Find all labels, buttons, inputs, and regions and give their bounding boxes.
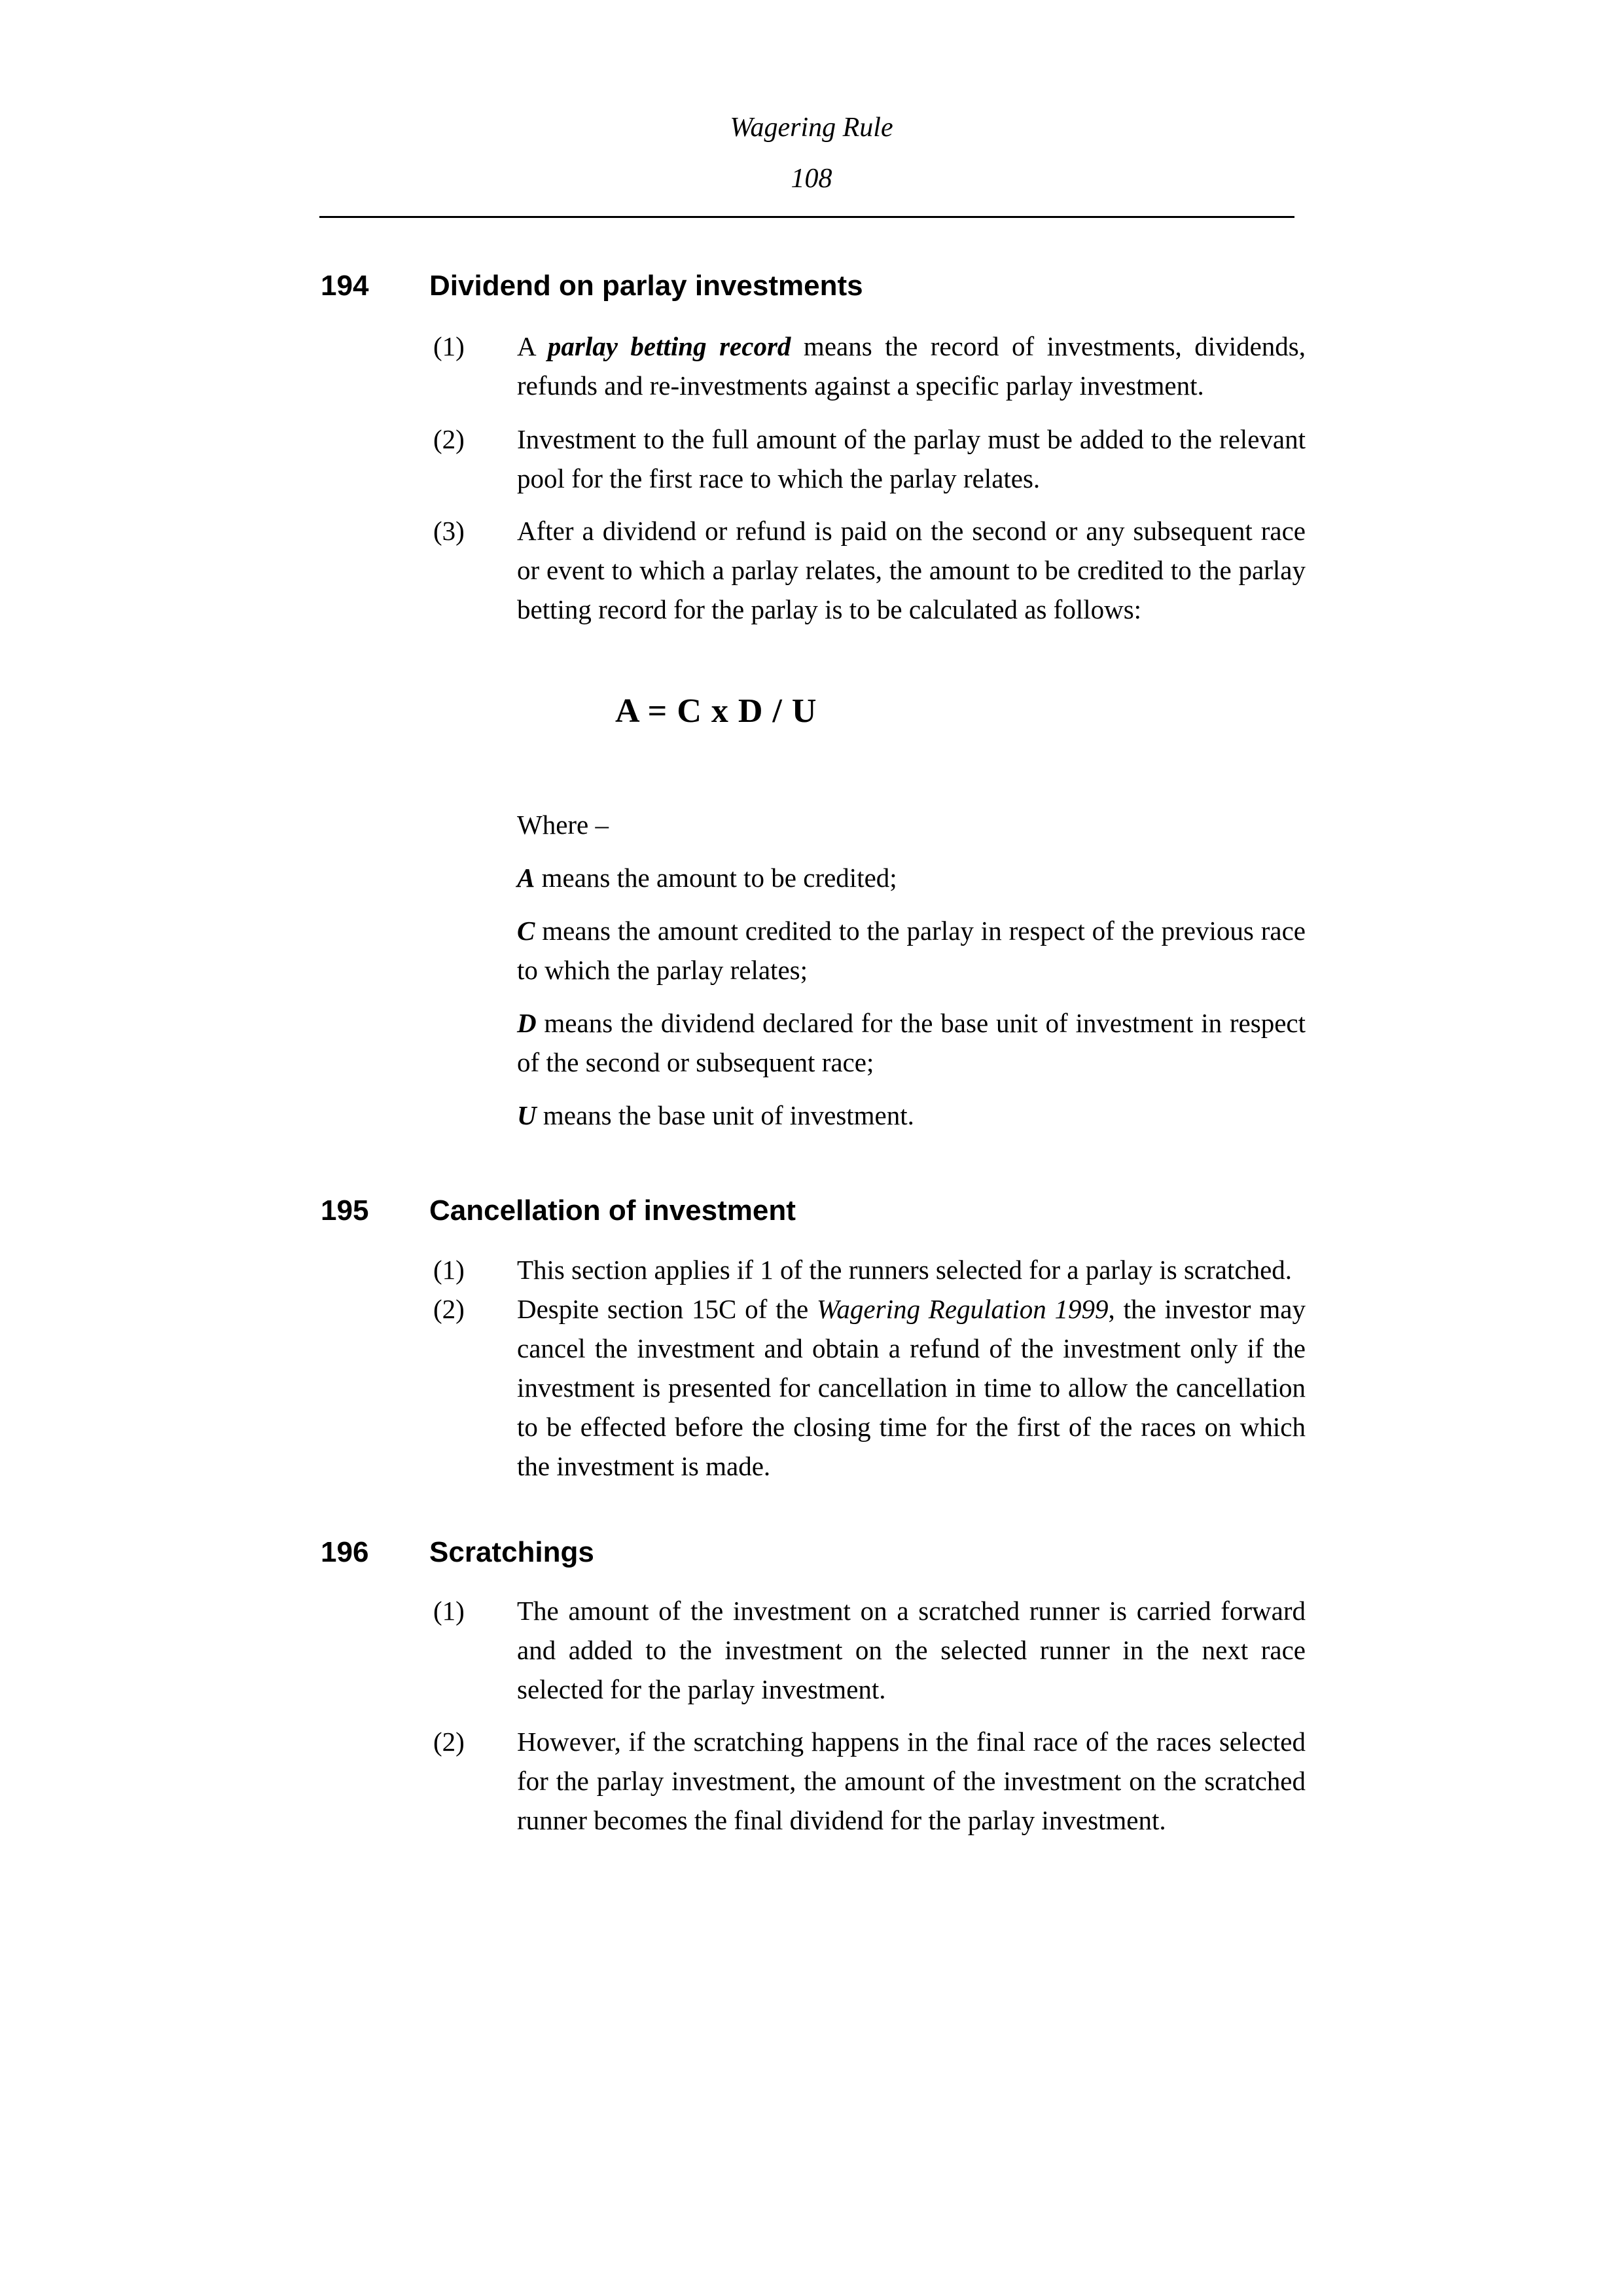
section-196-heading <box>321 1535 1623 1570</box>
paragraph-number: (2) <box>433 424 465 454</box>
paragraph-number: (2) <box>433 1727 465 1757</box>
section-195 <box>0 1194 1623 1486</box>
variable-symbol: C <box>517 916 535 946</box>
text-segment: means the record of investments, dividends, refunds and re-investments against a specific parlay investment. <box>517 331 1306 401</box>
paragraph-number: (1) <box>433 1255 465 1285</box>
paragraph-195-1 <box>433 1250 1623 1289</box>
formula: A = C x D / U <box>615 692 817 730</box>
paragraph-text: The amount of the investment on a scratched runner is carried forward and added to the investment on the selected runner in the next race selected for the parlay investment. <box>517 1596 1306 1704</box>
page-number: 108 <box>791 164 832 194</box>
defined-term: parlay betting record <box>547 331 791 361</box>
definition-text: means the amount credited to the parlay in respect of the previous race to which the parlay relates; <box>517 916 1306 985</box>
section-number: 196 <box>321 1536 369 1568</box>
paragraph-number: (3) <box>433 516 465 546</box>
section-194-heading <box>321 269 1623 303</box>
section-195-heading <box>321 1194 1623 1228</box>
text-segment: A <box>517 331 548 361</box>
paragraph-195-2 <box>433 1289 1623 1486</box>
definition-text: means the amount to be credited; <box>535 863 897 893</box>
header-divider <box>319 216 1294 218</box>
definition-d <box>517 1003 1306 1082</box>
section-number: 195 <box>321 1194 369 1227</box>
paragraph-number: (1) <box>433 331 465 361</box>
text-segment: , the investor may cancel the investment and obtain a refund of the investment only if the investment is presented for cancellation in time to allow the cancellation to be effected before the closing time for the first of the races on which the investment is made. <box>517 1294 1306 1481</box>
paragraph-text: After a dividend or refund is paid on the second or any subsequent race or event to which a parlay relates, the amount to be credited to the parlay betting record for the parlay is to be calculated as follows: <box>517 516 1306 624</box>
section-196 <box>0 1535 1623 1840</box>
paragraph-text: However, if the scratching happens in the final race of the races selected for the parlay investment, the amount of the investment on the scratched runner becomes the final dividend for the parlay investment. <box>517 1727 1306 1835</box>
section-title: Cancellation of investment <box>429 1194 796 1227</box>
variable-symbol: U <box>517 1100 537 1130</box>
paragraph-196-1 <box>433 1591 1623 1709</box>
variable-symbol: D <box>517 1008 537 1038</box>
where-intro: Where – <box>517 810 609 840</box>
page-header <box>0 0 1623 195</box>
paragraph-194-3 <box>433 511 1623 629</box>
section-number: 194 <box>321 270 369 302</box>
paragraph-196-2 <box>433 1722 1623 1840</box>
definition-a <box>517 858 1306 897</box>
paragraph-194-1 <box>433 327 1623 405</box>
section-194 <box>0 269 1623 1135</box>
section-title: Scratchings <box>429 1536 594 1568</box>
paragraph-text <box>517 327 1306 405</box>
paragraph-text: This section applies if 1 of the runners selected for a parlay is scratched. <box>517 1255 1293 1285</box>
definition-text: means the base unit of investment. <box>536 1100 914 1130</box>
paragraph-text: Investment to the full amount of the parlay must be added to the relevant pool for the first race to which the parlay relates. <box>517 424 1306 493</box>
document-title: Wagering Rule <box>730 113 893 143</box>
definition-u <box>517 1096 1306 1135</box>
text-segment: Despite section 15C of the <box>517 1294 817 1324</box>
variable-symbol: A <box>517 863 535 893</box>
definition-text: means the dividend declared for the base unit of investment in respect of the second or subsequent race; <box>517 1008 1306 1077</box>
paragraph-text <box>517 1289 1306 1486</box>
paragraph-number: (1) <box>433 1596 465 1626</box>
definition-c <box>517 911 1306 990</box>
section-title: Dividend on parlay investments <box>429 270 863 302</box>
paragraph-194-2 <box>433 420 1623 498</box>
regulation-citation: Wagering Regulation 1999 <box>817 1294 1109 1324</box>
paragraph-number: (2) <box>433 1294 465 1324</box>
